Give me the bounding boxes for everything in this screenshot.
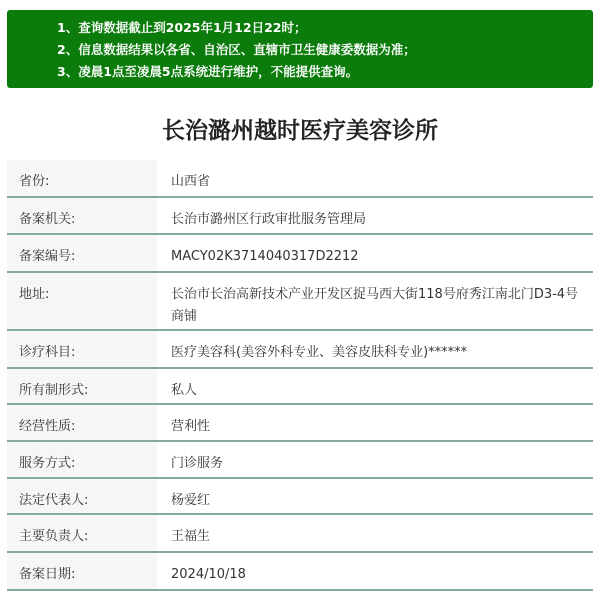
row-value: 私人 (157, 368, 593, 404)
row-value: 2024/10/18 (157, 552, 593, 590)
row-label: 法定代表人: (7, 478, 157, 514)
row-label: 备案机关: (7, 197, 157, 234)
row-label: 主要负责人: (7, 514, 157, 552)
row-value: 长治市潞州区行政审批服务管理局 (157, 197, 593, 234)
table-row (7, 514, 593, 552)
row-value: 长治市长治高新技术产业开发区捉马西大街118号府秀江南北门D3-4号商铺 (157, 272, 593, 330)
table-row (7, 197, 593, 234)
row-value: 杨爱红 (157, 478, 593, 514)
row-label: 地址: (7, 272, 157, 330)
info-table (7, 160, 593, 591)
row-label: 备案编号: (7, 234, 157, 272)
row-value: 王福生 (157, 514, 593, 552)
table-row (7, 552, 593, 590)
table-row (7, 160, 593, 197)
row-value: 营利性 (157, 404, 593, 441)
notice-line: 1、查询数据截止到2025年1月12日22时； (57, 20, 307, 35)
table-row (7, 441, 593, 478)
notice-banner (7, 10, 593, 88)
row-value: 医疗美容科(美容外科专业、美容皮肤科专业)****** (157, 330, 593, 368)
table-row (7, 368, 593, 404)
table-row (7, 478, 593, 514)
notice-line: 2、信息数据结果以各省、自治区、直辖市卫生健康委数据为准； (57, 42, 416, 57)
row-label: 省份: (7, 160, 157, 197)
row-label: 经营性质: (7, 404, 157, 441)
row-label: 备案日期: (7, 552, 157, 590)
notice-line: 3、凌晨1点至凌晨5点系统进行维护，不能提供查询。 (57, 64, 359, 79)
row-label: 服务方式: (7, 441, 157, 478)
row-value: 门诊服务 (157, 441, 593, 478)
row-value: 山西省 (157, 160, 593, 197)
page-title: 长治潞州越时医疗美容诊所 (162, 118, 438, 144)
table-row (7, 404, 593, 441)
table-row (7, 330, 593, 368)
table-row (7, 272, 593, 330)
table-row (7, 234, 593, 272)
row-label: 所有制形式: (7, 368, 157, 404)
row-value: MACY02K3714040317D2212 (157, 234, 593, 272)
row-label: 诊疗科目: (7, 330, 157, 368)
